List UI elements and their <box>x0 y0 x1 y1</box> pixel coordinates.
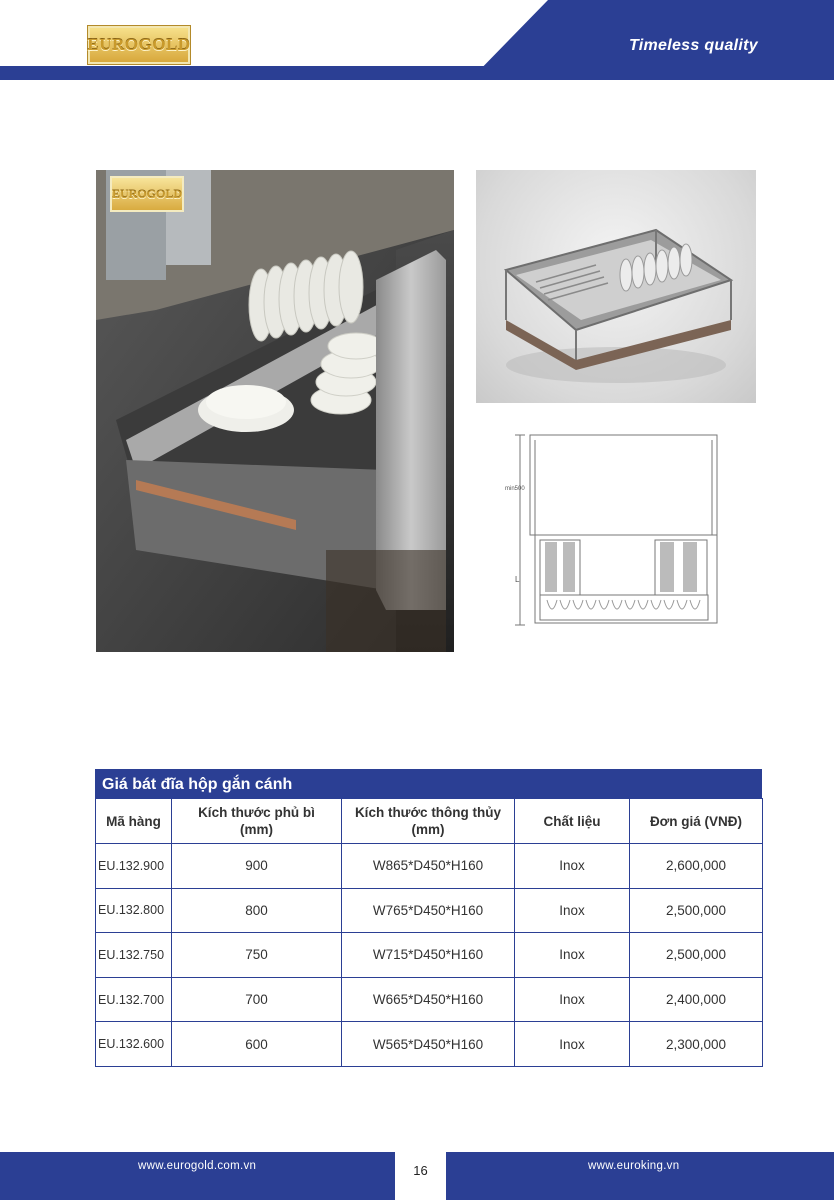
price-table-grid <box>95 798 763 1067</box>
price-table <box>95 769 762 1067</box>
photo-logo <box>110 176 184 212</box>
table-row <box>96 844 763 889</box>
page-number: 16 <box>413 1163 428 1178</box>
cell-price: 2,600,000 <box>630 844 763 889</box>
product-photo-basket <box>476 170 756 403</box>
cell-inner-size: W665*D450*H160 <box>342 977 515 1022</box>
table-row <box>96 977 763 1022</box>
table-row <box>96 933 763 978</box>
cell-material: Inox <box>515 844 630 889</box>
drawing-dim-side: L <box>515 575 520 584</box>
eurogold-logo <box>88 26 190 64</box>
cell-material: Inox <box>515 977 630 1022</box>
cell-code: EU.132.600 <box>96 1022 172 1067</box>
cell-price: 2,500,000 <box>630 933 763 978</box>
cell-overall-size: 900 <box>172 844 342 889</box>
header-inner-size: Kích thước thông thủy (mm) <box>342 799 515 844</box>
dish-basket-illustration <box>476 170 756 403</box>
cell-overall-size: 750 <box>172 933 342 978</box>
kitchen-drawer-illustration <box>96 170 454 652</box>
table-row <box>96 888 763 933</box>
cell-price: 2,400,000 <box>630 977 763 1022</box>
cell-price: 2,300,000 <box>630 1022 763 1067</box>
cell-inner-size: W765*D450*H160 <box>342 888 515 933</box>
technical-drawing <box>505 430 727 630</box>
cell-code: EU.132.800 <box>96 888 172 933</box>
cell-material: Inox <box>515 888 630 933</box>
cell-code: EU.132.700 <box>96 977 172 1022</box>
footer-right-bar <box>446 1152 834 1200</box>
cell-inner-size: W715*D450*H160 <box>342 933 515 978</box>
header-overall-size: Kích thước phủ bì (mm) <box>172 799 342 844</box>
table-header-row <box>96 799 763 844</box>
header-bar <box>0 66 834 80</box>
drawing-dim-top: min500 <box>505 486 525 492</box>
cell-material: Inox <box>515 1022 630 1067</box>
footer-left-bar <box>0 1152 395 1200</box>
photo-logo-text: EUROGOLD <box>112 186 183 201</box>
logo-text: EUROGOLD <box>87 35 191 54</box>
table-title: Giá bát đĩa hộp gắn cánh <box>95 769 762 798</box>
footer-link-eurogold[interactable]: www.eurogold.com.vn <box>138 1160 257 1172</box>
header-code: Mã hàng <box>96 799 172 844</box>
cell-material: Inox <box>515 933 630 978</box>
header-material: Chất liệu <box>515 799 630 844</box>
cell-overall-size: 800 <box>172 888 342 933</box>
cell-inner-size: W565*D450*H160 <box>342 1022 515 1067</box>
header-price: Đơn giá (VNĐ) <box>630 799 763 844</box>
page-header <box>0 0 834 80</box>
cell-code: EU.132.750 <box>96 933 172 978</box>
cell-inner-size: W865*D450*H160 <box>342 844 515 889</box>
footer-link-euroking[interactable]: www.euroking.vn <box>588 1160 680 1172</box>
cell-code: EU.132.900 <box>96 844 172 889</box>
cell-overall-size: 700 <box>172 977 342 1022</box>
cell-overall-size: 600 <box>172 1022 342 1067</box>
table-row <box>96 1022 763 1067</box>
product-photo-kitchen <box>96 170 454 652</box>
cell-price: 2,500,000 <box>630 888 763 933</box>
tagline: Timeless quality <box>628 37 758 54</box>
